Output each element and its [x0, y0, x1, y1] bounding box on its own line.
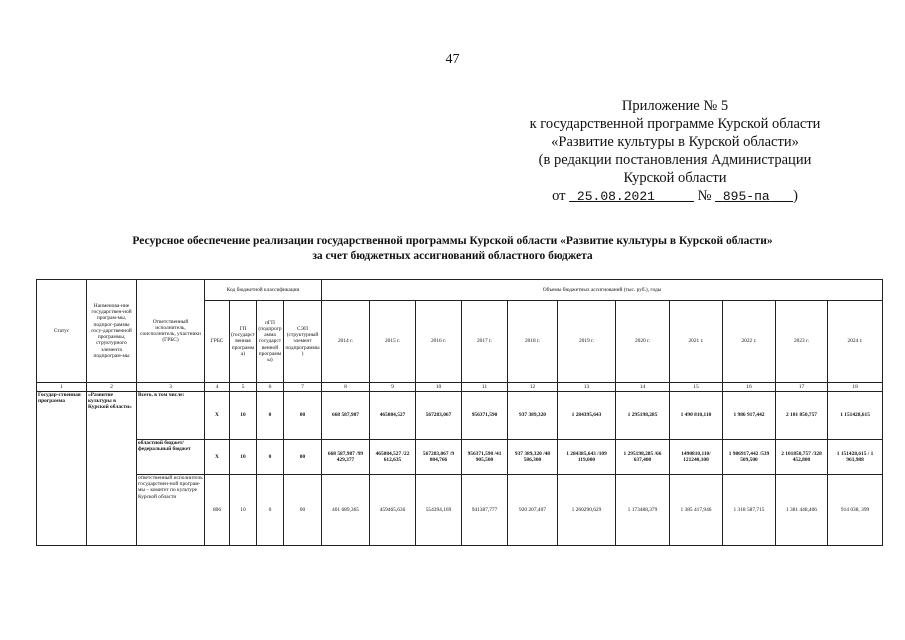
value-cell: 567283,067 /9 084,766 — [416, 440, 462, 475]
index-cell: 14 — [616, 383, 670, 392]
header-year: 2019 г. — [558, 301, 616, 383]
value-cell: 1 151428,615 / 1 961,988 — [828, 440, 883, 475]
executor-cell: областной бюджет/ федеральный бюджет — [137, 440, 205, 475]
index-cell: 2 — [87, 383, 137, 392]
index-cell: 1 — [37, 383, 87, 392]
value-cell: 465084,527 /22 612,635 — [370, 440, 416, 475]
executor-cell: ответственный исполнитель государствен-ной програм-мы – комитет по культуре Курской области — [137, 475, 205, 546]
header-gp: ГП (государственная программа) — [230, 301, 257, 383]
program-name-cell: «Развитие культуры в Курской области» — [87, 392, 137, 546]
gp-cell: 10 — [230, 475, 257, 546]
index-cell: 15 — [670, 383, 723, 392]
appendix-line-4: (в редакции постановления Администрации — [538, 152, 812, 168]
value-cell: 914 038, 399 — [828, 475, 883, 546]
value-cell: 937 389,320 — [508, 392, 558, 440]
value-cell: 1 151428,615 — [828, 392, 883, 440]
title-line-2: за счет бюджетных ассигнований областного бюджета — [312, 250, 593, 262]
header-status: Статус — [37, 280, 87, 383]
header-name: Наименова-ние государствен-ной програм-мы, подпрог-раммы госу-дарственной программы, структурного элемента подпрограм-мы — [87, 280, 137, 383]
status-cell: Государ-ственная программа — [37, 392, 87, 546]
header-year: 2016 г. — [416, 301, 462, 383]
index-cell: 10 — [416, 383, 462, 392]
appendix-header — [505, 97, 845, 206]
index-cell: 12 — [508, 383, 558, 392]
header-year: 2018 г. — [508, 301, 558, 383]
value-cell: 956371,590 — [462, 392, 508, 440]
value-cell: 1 986917,442 /539 509,500 — [723, 440, 776, 475]
value-cell: 1 284385,643 /109 119,000 — [558, 440, 616, 475]
index-cell: 11 — [462, 383, 508, 392]
column-index-row — [37, 383, 883, 392]
document-title — [40, 234, 865, 264]
header-grbs: ГРБС — [205, 301, 230, 383]
resolution-date: 25.08.2021 — [576, 189, 655, 204]
value-cell: 1 385 417,946 — [670, 475, 723, 546]
pgp-cell: 0 — [257, 392, 284, 440]
value-cell: 1 295198,285 — [616, 392, 670, 440]
index-cell: 6 — [257, 383, 284, 392]
table-row — [37, 475, 883, 546]
resolution-date-line — [505, 187, 845, 206]
gp-cell: 10 — [230, 440, 257, 475]
header-year: 2021 г. — [670, 301, 723, 383]
page-number: 47 — [445, 52, 460, 67]
budget-table — [36, 279, 883, 546]
appendix-line-1: Приложение № 5 — [621, 98, 729, 114]
header-executor: Ответственный исполнитель, соисполнитель, участники (ГРБС) — [137, 280, 205, 383]
value-cell: 941387,777 — [462, 475, 508, 546]
index-cell: 16 — [723, 383, 776, 392]
header-year: 2023 г. — [776, 301, 828, 383]
value-cell: 465084,527 — [370, 392, 416, 440]
value-cell: 668 587,987 /99 429,377 — [322, 440, 370, 475]
value-cell: 1490810,110/ 121240,100 — [670, 440, 723, 475]
header-year: 2024 г. — [828, 301, 883, 383]
header-year: 2020 г. — [616, 301, 670, 383]
index-cell: 13 — [558, 383, 616, 392]
pgp-cell: 0 — [257, 440, 284, 475]
index-cell: 4 — [205, 383, 230, 392]
header-year: 2022 г. — [723, 301, 776, 383]
value-cell: 2 101850,757 /328 452,800 — [776, 440, 828, 475]
index-cell: 7 — [284, 383, 322, 392]
value-cell: 567283,067 — [416, 392, 462, 440]
header-volumes: Объемы бюджетных ассигнований (тыс. руб.), годы — [322, 280, 883, 301]
grbs-cell: 806 — [205, 475, 230, 546]
value-cell: 459465,636 — [370, 475, 416, 546]
pgp-cell: 0 — [257, 475, 284, 546]
table-row — [37, 440, 883, 475]
closing-paren: ) — [793, 188, 798, 204]
value-cell: 1 284395,643 — [558, 392, 616, 440]
appendix-line-5: Курской области — [623, 170, 727, 186]
table-row — [37, 392, 883, 440]
grbs-cell: X — [205, 392, 230, 440]
value-cell: 956371,590 /41 905,500 — [462, 440, 508, 475]
sep-cell: 00 — [284, 440, 322, 475]
index-cell: 3 — [137, 383, 205, 392]
value-cell: 554394,169 — [416, 475, 462, 546]
value-cell: 2 101 850,757 — [776, 392, 828, 440]
value-cell: 1 295198,285 /66 637,400 — [616, 440, 670, 475]
header-pgp: пГП (подпрограмма государственной программы) — [257, 301, 284, 383]
date-prefix: от — [552, 188, 566, 204]
grbs-cell: X — [205, 440, 230, 475]
resolution-number: 895-па — [722, 189, 770, 204]
index-cell: 8 — [322, 383, 370, 392]
header-budget-code: Код бюджетной классификации — [205, 280, 322, 301]
value-cell: 401 689,365 — [322, 475, 370, 546]
appendix-line-3: «Развитие культуры в Курской области» — [551, 134, 799, 150]
index-cell: 9 — [370, 383, 416, 392]
gp-cell: 10 — [230, 392, 257, 440]
sep-cell: 00 — [284, 475, 322, 546]
header-sep: СЭП (структурный элемент подпрограммы) — [284, 301, 322, 383]
header-year: 2017 г. — [462, 301, 508, 383]
value-cell: 1 986 917,442 — [723, 392, 776, 440]
value-cell: 668 587,987 — [322, 392, 370, 440]
value-cell: 1 381 448,406 — [776, 475, 828, 546]
value-cell: 1 490 810,110 — [670, 392, 723, 440]
header-year: 2015 г. — [370, 301, 416, 383]
number-prefix: № — [697, 188, 712, 204]
executor-cell: Всего, в том числе: — [137, 392, 205, 440]
value-cell: 937 389,320 /48 586,300 — [508, 440, 558, 475]
value-cell: 1 318 587,715 — [723, 475, 776, 546]
value-cell: 1 260290,629 — [558, 475, 616, 546]
appendix-line-2: к государственной программе Курской области — [529, 116, 821, 132]
sep-cell: 00 — [284, 392, 322, 440]
value-cell: 920 207,407 — [508, 475, 558, 546]
index-cell: 5 — [230, 383, 257, 392]
title-line-1: Ресурсное обеспечение реализации государственной программы Курской области «Развитие культуры в Курской области» — [132, 235, 773, 247]
index-cell: 18 — [828, 383, 883, 392]
index-cell: 17 — [776, 383, 828, 392]
value-cell: 1 173488,379 — [616, 475, 670, 546]
header-year: 2014 г. — [322, 301, 370, 383]
